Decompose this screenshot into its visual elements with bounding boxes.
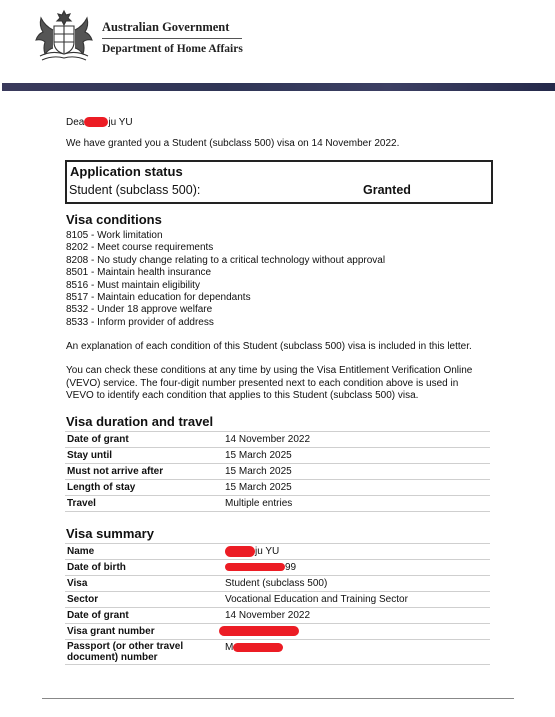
redaction-mark: [84, 117, 108, 127]
row-label: Name: [65, 544, 223, 560]
vevo-line: VEVO to identify each condition that applies to this Student (subclass 500) visa.: [66, 390, 419, 401]
row-value: Multiple entries: [223, 496, 490, 512]
redaction-mark: [225, 546, 255, 557]
condition-item: 8532 - Under 18 approve welfare: [66, 304, 213, 316]
vevo-paragraph: [66, 365, 472, 403]
row-value: Vocational Education and Training Sector: [223, 592, 490, 608]
row-label: [65, 640, 223, 665]
vevo-line: (VEVO) service. The four-digit number presented next to each condition above is used in: [66, 377, 459, 389]
vevo-line: You can check these conditions at any time by using the Visa Entitlement Verification Online: [66, 365, 473, 376]
visa-duration-title: Visa duration and travel: [66, 414, 214, 429]
conditions-explanation: An explanation of each condition of this Student (subclass 500) visa is included in this letter.: [66, 341, 472, 352]
application-status-box: [65, 160, 493, 204]
row-label: Date of grant: [65, 432, 223, 448]
visa-conditions-title: Visa conditions: [66, 212, 162, 227]
application-status-value: Granted: [363, 183, 411, 197]
header-band: [2, 83, 555, 91]
letterhead-divider: [102, 38, 242, 39]
row-label: Length of stay: [65, 480, 223, 496]
row-value: 15 March 2025: [223, 480, 490, 496]
table-row: [65, 544, 490, 560]
row-value: [223, 640, 490, 665]
condition-item: 8501 - Maintain health insurance: [66, 267, 212, 279]
table-row: [65, 640, 490, 665]
department-name: Department of Home Affairs: [102, 43, 243, 55]
passport-label-line: Passport (or other travel: [67, 641, 184, 652]
passport-prefix: M: [225, 642, 234, 653]
condition-item: 8517 - Maintain education for dependants: [66, 292, 251, 304]
redaction-mark: [225, 563, 285, 571]
row-label: Visa: [65, 576, 223, 592]
row-value: 15 March 2025: [223, 464, 490, 480]
dob-suffix: 99: [285, 562, 297, 573]
table-row: [65, 592, 490, 608]
grant-statement: We have granted you a Student (subclass 500) visa on 14 November 2022.: [66, 138, 400, 149]
coat-of-arms-icon: [32, 8, 96, 64]
table-row: [65, 560, 490, 576]
table-row: [65, 464, 490, 480]
government-name: Australian Government: [102, 20, 230, 34]
application-status-label: Student (subclass 500):: [69, 183, 201, 197]
visa-summary-title: Visa summary: [66, 526, 154, 541]
greeting-prefix: Dea: [66, 117, 85, 128]
condition-item: 8533 - Inform provider of address: [66, 316, 214, 328]
table-row: [65, 448, 490, 464]
row-value: 14 November 2022: [223, 608, 490, 624]
condition-item: 8208 - No study change relating to a critical technology without approval: [66, 254, 386, 266]
row-label: Sector: [65, 592, 223, 608]
letterhead: [0, 0, 555, 82]
condition-item: 8202 - Meet course requirements: [66, 242, 214, 254]
greeting: [66, 117, 133, 130]
row-value: [223, 544, 490, 560]
table-row: [65, 576, 490, 592]
row-label: Stay until: [65, 448, 223, 464]
visa-conditions-list: [66, 230, 385, 329]
row-value: [223, 560, 490, 576]
condition-item: 8516 - Must maintain eligibility: [66, 279, 200, 291]
row-value: [223, 624, 490, 640]
row-label: Date of grant: [65, 608, 223, 624]
visa-duration-table: [65, 431, 490, 512]
row-value: 15 March 2025: [223, 448, 490, 464]
name-suffix: ju YU: [255, 546, 280, 557]
row-value: Student (subclass 500): [223, 576, 490, 592]
condition-item: 8105 - Work limitation: [66, 230, 163, 241]
table-row: [65, 608, 490, 624]
visa-summary-table: [65, 543, 490, 665]
redaction-mark: [233, 643, 283, 652]
table-row: [65, 480, 490, 496]
row-label: Date of birth: [65, 560, 223, 576]
greeting-suffix: ju YU: [108, 117, 133, 128]
footer-divider: [42, 698, 514, 699]
passport-label-line: document) number: [67, 652, 158, 663]
table-row: [65, 432, 490, 448]
application-status-title: Application status: [70, 164, 183, 179]
redaction-mark: [219, 626, 299, 636]
table-row: [65, 624, 490, 640]
row-label: Must not arrive after: [65, 464, 223, 480]
row-label: Visa grant number: [65, 624, 223, 640]
row-value: 14 November 2022: [223, 432, 490, 448]
row-label: Travel: [65, 496, 223, 512]
table-row: [65, 496, 490, 512]
